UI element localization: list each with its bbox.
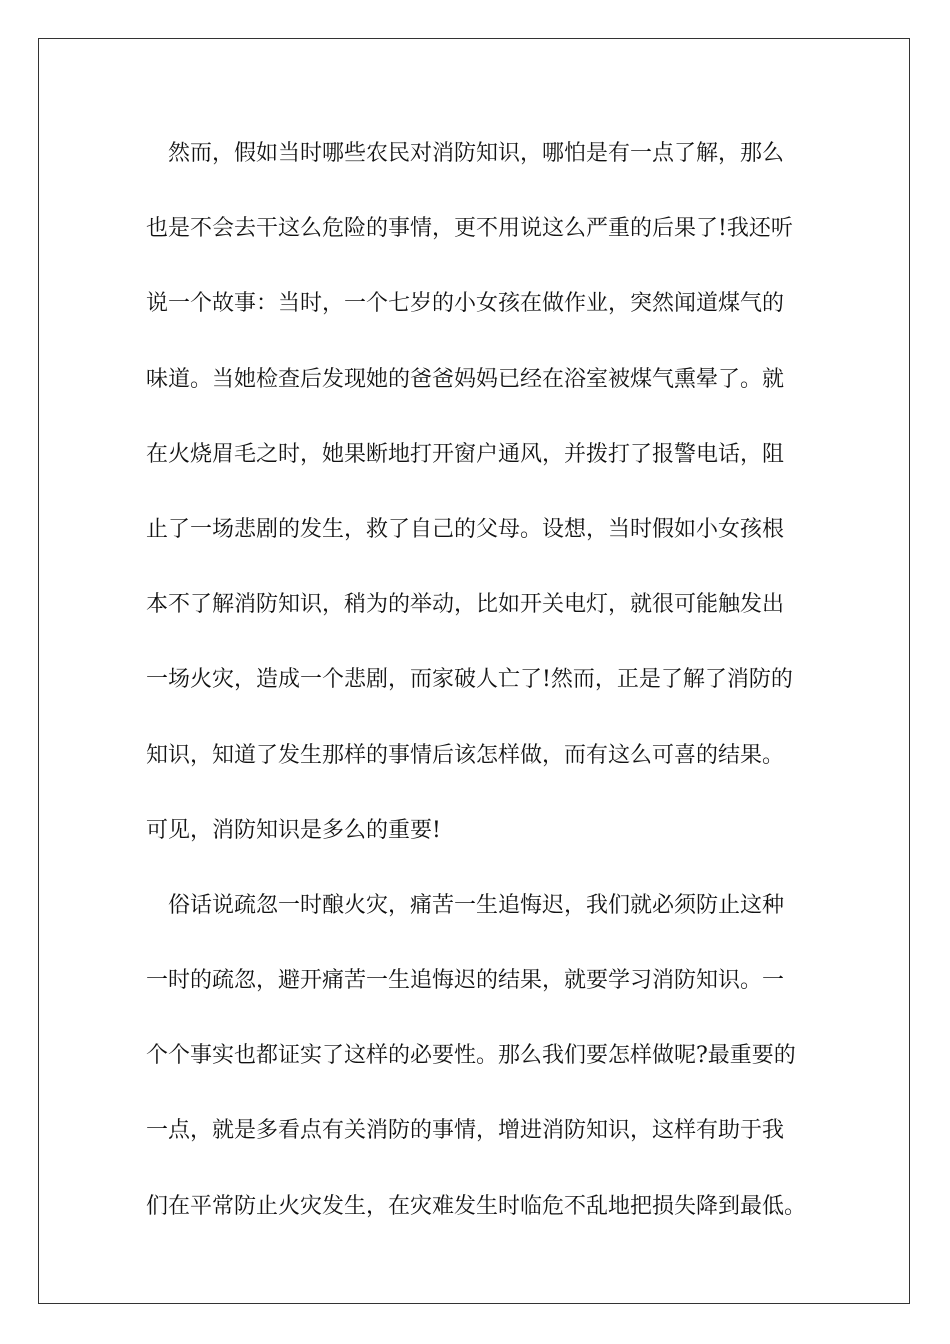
paragraph-1 <box>146 128 810 880</box>
text-line: 们在平常防止火灾发生，在灾难发生时临危不乱地把损失降到最低。 <box>146 1193 807 1219</box>
text-line: 可见，消防知识是多么的重要! <box>146 817 441 843</box>
text-line: 在火烧眉毛之时，她果断地打开窗户通风，并拨打了报警电话，阻 <box>146 441 785 467</box>
text-line: 一场火灾，造成一个悲剧，而家破人亡了!然而，正是了解了消防的 <box>146 667 793 693</box>
text-line: 俗话说疏忽一时酿火灾，痛苦一生追悔迟，我们就必须防止这种 <box>168 892 785 918</box>
text-line: 本不了解消防知识，稍为的举动，比如开关电灯，就很可能触发出 <box>146 592 785 618</box>
text-line: 一时的疏忽，避开痛苦一生追悔迟的结果，就要学习消防知识。一 <box>146 968 785 994</box>
text-line: 一点，就是多看点有关消防的事情，增进消防知识，这样有助于我 <box>146 1118 785 1144</box>
text-line: 个个事实也都证实了这样的必要性。那么我们要怎样做呢?最重要的 <box>146 1043 796 1069</box>
document-body <box>146 128 810 1256</box>
text-line: 止了一场悲剧的发生，救了自己的父母。设想，当时假如小女孩根 <box>146 516 785 542</box>
text-line: 然而，假如当时哪些农民对消防知识，哪怕是有一点了解，那么 <box>168 141 785 166</box>
text-line: 知识，知道了发生那样的事情后该怎样做，而有这么可喜的结果。 <box>146 742 785 768</box>
text-line: 说一个故事：当时，一个七岁的小女孩在做作业，突然闻道煤气的 <box>146 291 785 317</box>
text-line: 也是不会去干这么危险的事情，更不用说这么严重的后果了!我还听 <box>146 216 793 242</box>
text-line: 味道。当她检查后发现她的爸爸妈妈已经在浴室被煤气熏晕了。就 <box>146 366 785 392</box>
paragraph-2 <box>146 880 810 1256</box>
